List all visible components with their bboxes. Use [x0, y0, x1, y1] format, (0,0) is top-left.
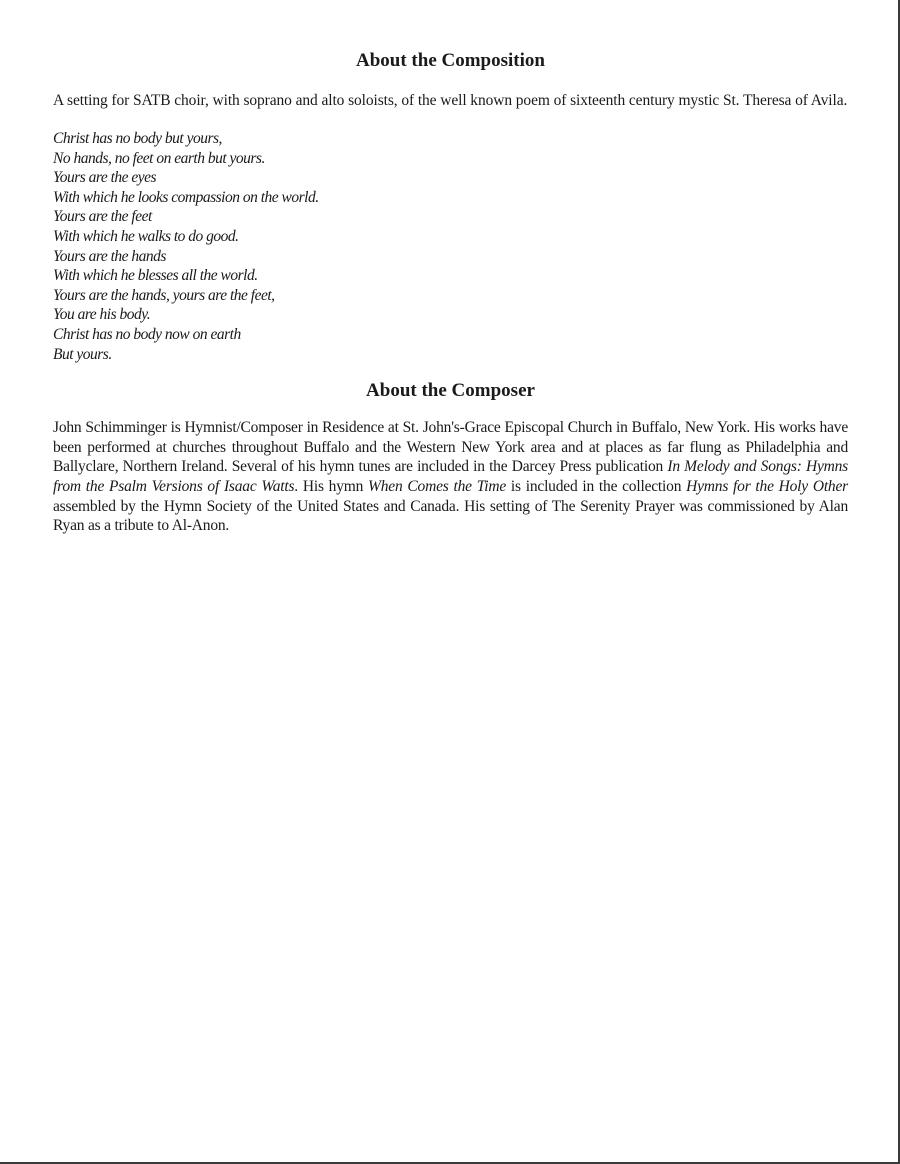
bio-title-hymns-holy-other: Hymns for the Holy Other — [686, 477, 848, 495]
page-content — [53, 48, 848, 536]
composition-intro: A setting for SATB choir, with soprano and alto soloists, of the well known poem of sixteenth century mystic St. Theresa of Avila. — [53, 92, 848, 109]
poem-line: Yours are the hands — [53, 247, 166, 265]
poem-line: With which he looks compassion on the world. — [53, 188, 319, 206]
poem-line: Christ has no body now on earth — [53, 325, 241, 343]
poem-line: Yours are the hands, yours are the feet, — [53, 286, 275, 304]
poem-line: Christ has no body but yours, — [53, 130, 222, 147]
bio-text: assembled by the Hymn Society of the United States and Canada. His setting of The Serenity Prayer was commissioned by Alan Ryan as a tribute to Al-Anon. — [53, 497, 848, 535]
bio-title-when-comes: When Comes the Time — [368, 477, 507, 495]
bio-text: is included in the collection — [506, 477, 687, 495]
poem-line: No hands, no feet on earth but yours. — [53, 149, 265, 167]
bio-text: John Schimminger is Hymnist/Composer in Residence at St. John's-Grace Episcopal Church in Buffalo, New York. His works have been performed at churches throughout Buffalo and the Western New York area and at places as far flung as Philadelphia and Ballyclare, Northern Ireland. Several of his hymn tunes are included in the Darcey Press publication — [53, 419, 848, 476]
poem-line: You are his body. — [53, 306, 151, 324]
poem-line: Yours are the eyes — [53, 169, 157, 187]
bio-text: . His hymn — [294, 477, 369, 495]
poem-text — [53, 129, 848, 364]
poem-line: Yours are the feet — [53, 208, 152, 226]
poem-line: With which he walks to do good. — [53, 227, 239, 245]
poem-line: But yours. — [53, 345, 112, 363]
composer-bio — [53, 418, 848, 536]
poem-line: With which he blesses all the world. — [53, 267, 258, 285]
composer-heading: About the Composer — [366, 380, 535, 402]
composition-heading: About the Composition — [356, 50, 545, 71]
bio-title-in-melody: In Melody and Songs: Hymns from the Psalm Versions of Isaac Watts — [53, 458, 849, 495]
